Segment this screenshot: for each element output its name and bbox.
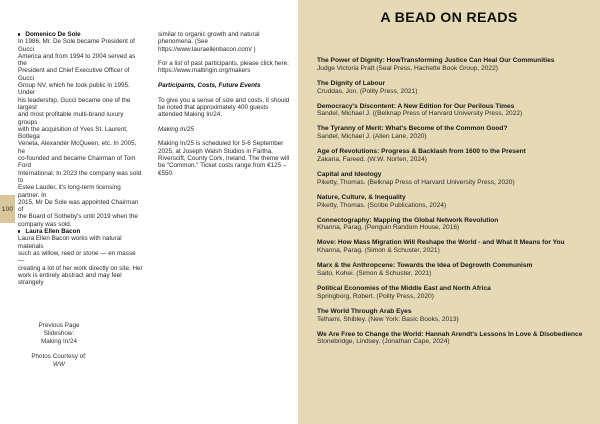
reading-list [317, 57, 587, 353]
text-line: America and from 1994 to 2004 served as the [18, 52, 136, 68]
text-line: similar to organic growth and natural [158, 31, 260, 38]
slideshow-caption [26, 322, 92, 369]
caption-line: Previous Page [38, 322, 80, 329]
participants-link-paragraph [158, 60, 290, 75]
book-entry [317, 262, 587, 278]
text-line: company was sold. [18, 220, 72, 228]
book-title: Nature, Culture, & Inequality [317, 193, 406, 201]
book-entry [317, 103, 587, 119]
text-line: creating a lot of her work directly on site. Her [18, 264, 143, 272]
bullet-domenico [18, 31, 143, 38]
text-line: attended Making In/24. [158, 111, 223, 119]
reading-list-title: A BEAD ON READS [380, 10, 518, 26]
book-title: Move: How Mass Migration Will Reshape the World - and What It Means for You [317, 239, 565, 247]
text-line: Laura Ellen Bacon works with natural materials [18, 235, 122, 250]
text-line: €550. [158, 169, 174, 177]
future-events-paragraph [158, 140, 290, 176]
book-author: Stonebridge, Lindsey. (Jonathan Cape, 2024) [317, 338, 450, 346]
section-heading: Participants, Costs, Future Events [158, 82, 261, 90]
book-entry [317, 217, 587, 233]
book-title: Democracy's Discontent: A New Edition for Our Perilous Times [317, 102, 515, 110]
page-number-tab [0, 195, 15, 223]
text-line: the Board of Sotheby's until 2019 when the [18, 213, 138, 221]
book-title: Age of Revolutions: Progress & Backlash from 1600 to the Present [317, 148, 526, 156]
book-author: Khanna, Parag. (Penguin Random House, 2016) [317, 224, 460, 232]
book-entry [317, 80, 587, 96]
text-line: co-founded and became Chairman of Tom Ford [18, 155, 136, 170]
text-line: 2015, Mr De Sole was appointed Chairman of [18, 198, 139, 214]
book-author: Sandel, Michael J. ((Belknap Press of Harvard University Press, 2022) [317, 110, 523, 118]
text-line: Estee Lauder, it's long-term licensing partner. In [18, 184, 121, 199]
makers-link[interactable]: https://www.maltingin.org/makers [158, 67, 251, 75]
text-line: his leadership, Gucci became one of the largest [18, 96, 131, 111]
bullet-icon [18, 230, 20, 232]
text-line: Veneta, Alexander McQueen, etc. In 2005, he [18, 140, 137, 155]
text-line: such as willow, reed or stone — en masse — [18, 249, 136, 265]
book-title: The Dignity of Labour [317, 79, 386, 87]
text-line: phenomena. (See [158, 38, 209, 46]
book-author: Piketty, Thomas. (Scribe Publications, 2024) [317, 201, 447, 209]
book-author: Sandel, Michael J. (Allen Lane, 2020) [317, 133, 427, 141]
book-entry [317, 331, 587, 347]
text-line: be noted that approximately 400 guests [158, 103, 269, 111]
text-line: President and Chief Executive Officer of Gucci [18, 67, 130, 82]
book-title: The World Through Arab Eyes [317, 307, 412, 315]
book-title: Connectography: Mapping the Global Network Revolution [317, 216, 499, 224]
text-line: Making In/25 is scheduled for 5-6 September [158, 140, 284, 148]
text-line: be "Common." Ticket costs range from €125 – [158, 162, 287, 170]
book-entry [317, 57, 587, 73]
left-column-1 [18, 31, 143, 286]
book-entry [317, 148, 587, 164]
text-line: Riverscift, County Cork, Ireland. The theme will [158, 155, 290, 163]
book-author: Saito, Kohei. (Simon & Schuster, 2021) [317, 269, 432, 277]
book-author: Zakaria, Fareed. (W.W. Norten, 2024) [317, 155, 427, 163]
book-title: The Tyranny of Merit: What's Become of the Common Good? [317, 125, 508, 133]
book-entry [317, 171, 587, 187]
book-entry [317, 239, 587, 255]
book-entry [317, 308, 587, 324]
book-entry [317, 285, 587, 301]
book-author: Piketty, Thomas. (Belknap Press of Harvard University Press, 2020) [317, 178, 515, 186]
photo-credit-name: WW [53, 361, 65, 368]
book-title: We Are Free to Change the World: Hannah Arendt's Lessons In Love & Disobedience [317, 330, 583, 338]
book-title: Capital and Ideology [317, 170, 382, 178]
left-column-2 [158, 31, 290, 177]
caption-line: Making In/24 [40, 338, 78, 345]
book-title: The Power of Dignity: HowTransforming Justice Can Heal Our Communities [317, 57, 555, 64]
text-line: For a list of past participants, please click here: [158, 60, 289, 68]
text-line: To give you a sense of size and costs, it should [158, 96, 290, 104]
laura-bio [18, 235, 143, 286]
text-line: work is entirely abstract and may feel strangely [18, 271, 122, 287]
book-author: Cruddas, Jon. (Polity Press, 2021) [317, 87, 418, 95]
text-line: Group NV, which he took public in 1995. Under [18, 82, 130, 97]
book-author: Telhami, Shibley. (New York: Basic Books, 2013) [317, 315, 459, 323]
photo-credit-line: Photos Courtesy of: [31, 353, 87, 360]
book-title: Marx & the Anthropcene: Towards the Idea of Degrowth Communism [317, 262, 533, 270]
text-line: International. In 2023 the company was sold to [18, 169, 142, 184]
section-subheading: Making In/25 [158, 125, 195, 133]
book-author: Judge Victoria Pratt (Seal Press, Hachette Book Group, 2022) [317, 64, 498, 72]
text-line: In 1986, Mr. De Sole became President of Gucci [18, 38, 135, 53]
bullet-title-text: Laura Ellen Bacon [25, 228, 81, 236]
bullet-icon [18, 33, 20, 35]
laura-bio-continued [158, 31, 290, 53]
costs-paragraph [158, 97, 290, 119]
book-author: Springborg, Robert. (Polity Press, 2020) [317, 292, 434, 300]
bullet-title-text: Domenico De Sole [25, 31, 81, 38]
page-number: 100 [1, 205, 14, 213]
book-title: Political Economies of the Middle East and North Africa [317, 284, 491, 292]
caption-line: Slideshow: [43, 330, 75, 337]
book-entry [317, 194, 587, 210]
domenico-bio [18, 38, 143, 228]
text-line: with the acquisition of Yves St. Laurent, Bottega [18, 125, 128, 141]
text-line: 2025, at Joseph Walsh Studios in Fartha, [158, 147, 273, 155]
book-entry [317, 125, 587, 141]
book-author: Khanna, Parag. (Simon & Schuster, 2021) [317, 247, 440, 255]
bullet-laura [18, 228, 143, 235]
text-line: https://www.lauraellenbacon.com/ ) [158, 45, 256, 53]
text-line: and most profitable multi-brand luxury groups [18, 111, 124, 126]
